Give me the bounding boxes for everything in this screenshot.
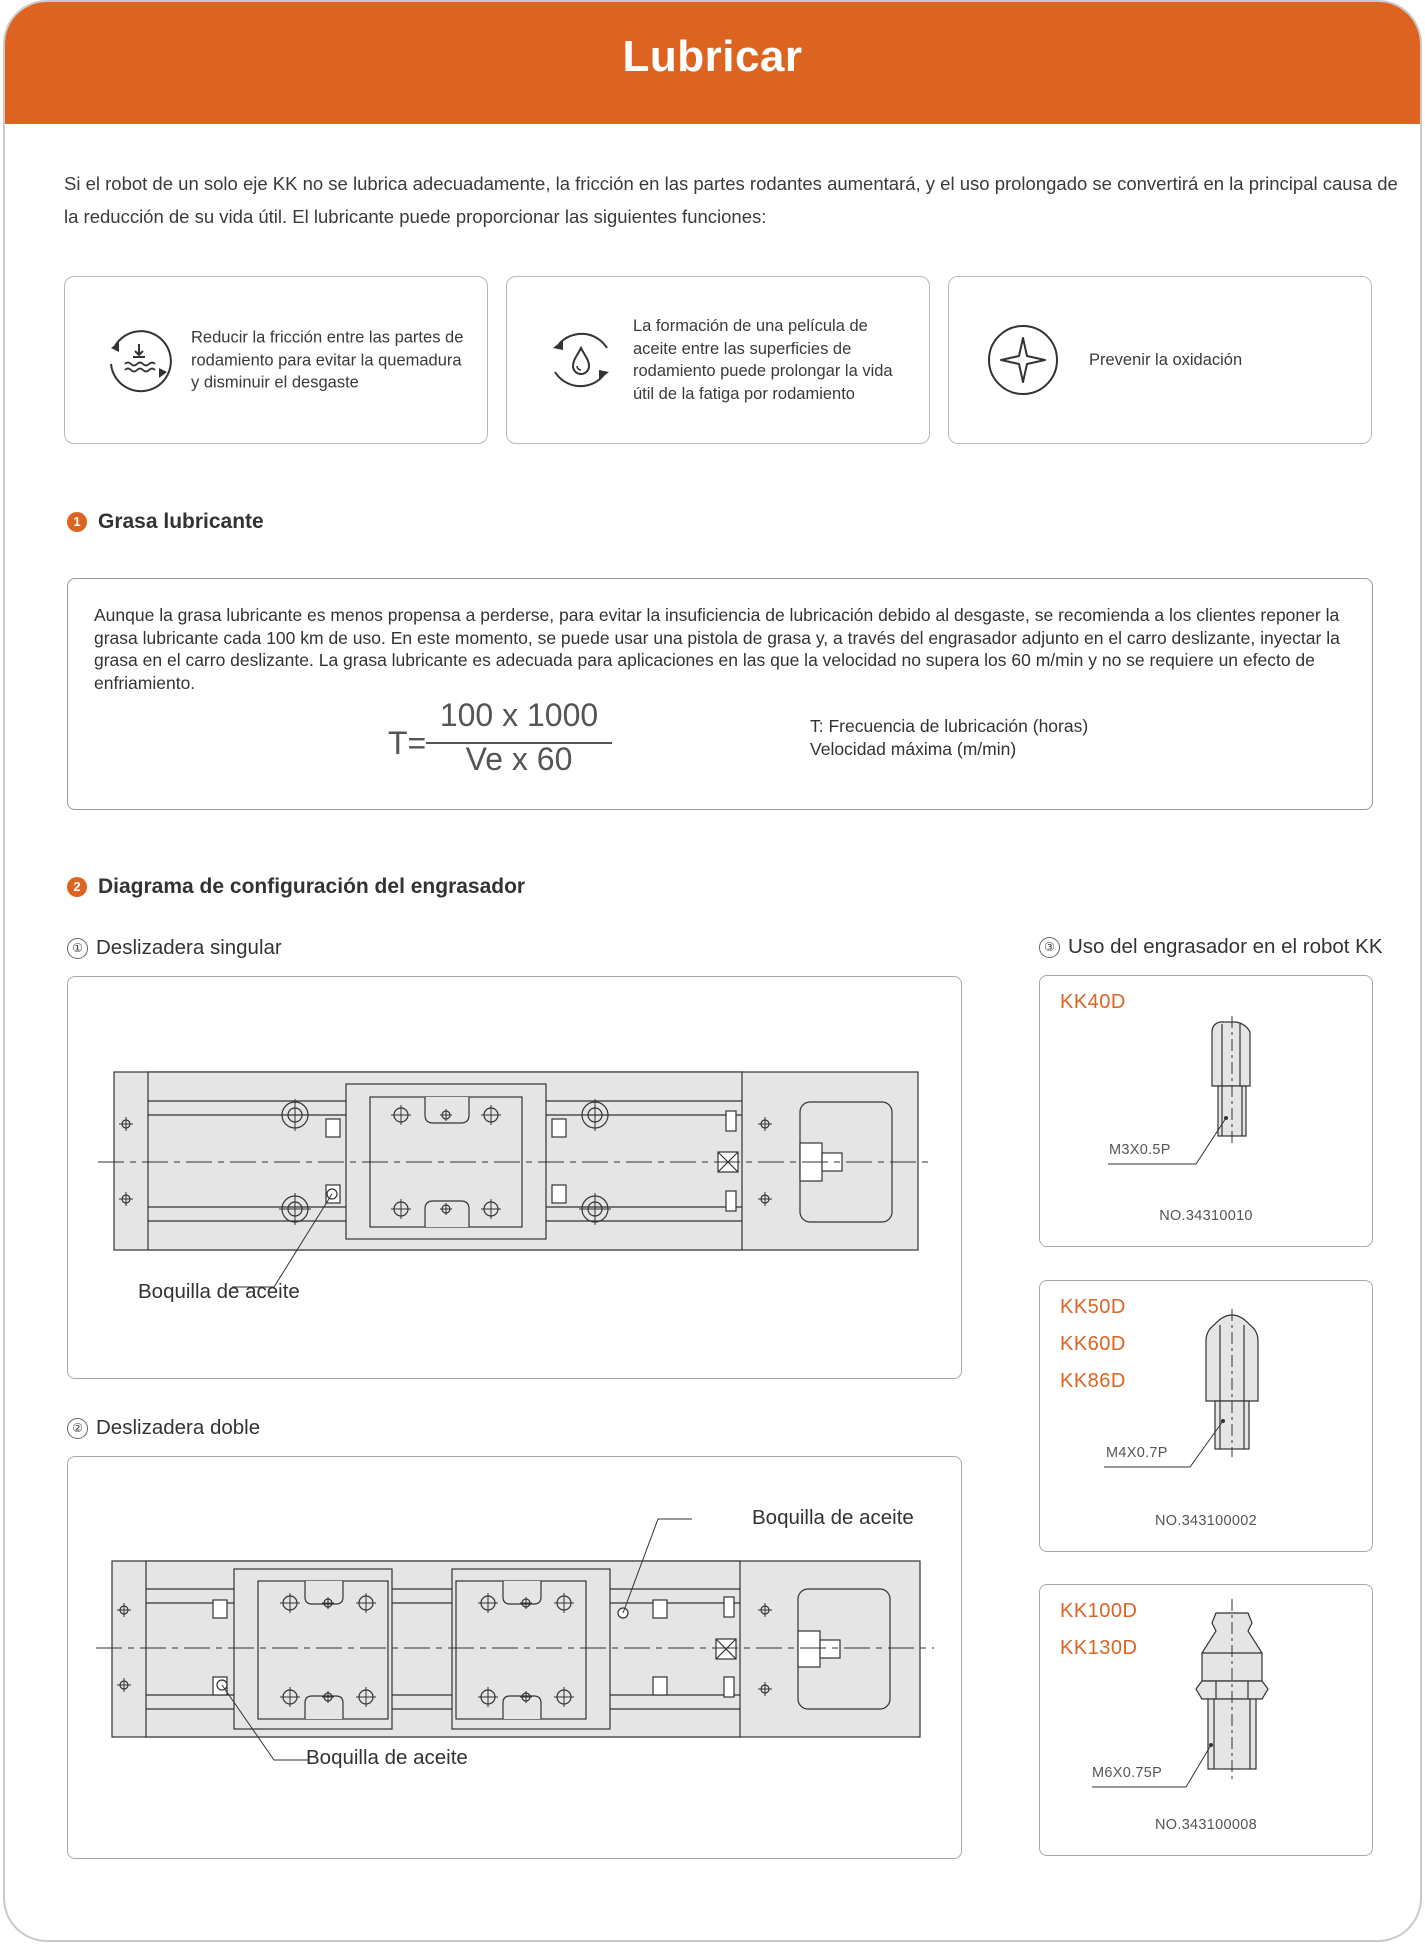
function-card-friction — [64, 276, 488, 444]
intro-paragraph: Si el robot de un solo eje KK no se lubrica adecuadamente, la fricción en las partes rodantes aumentará, y el uso prolongado se convertirá en la principal causa de la reducción de su vida útil. El lubricante puede proporcionar las siguientes funciones: — [64, 173, 1398, 227]
legend-line: T: Frecuencia de lubricación (horas) — [810, 716, 1089, 736]
formula-lhs: T= — [388, 725, 427, 761]
subsection-number: ② — [67, 1418, 88, 1439]
anti-oxidation-icon — [987, 324, 1059, 396]
friction-reduction-icon — [103, 324, 175, 396]
function-text: Prevenir la oxidación — [1089, 350, 1243, 369]
page-title: Lubricar — [622, 32, 803, 81]
nipple-card-kk50-86 — [1039, 1280, 1373, 1552]
double-slider-drawing-box — [67, 1456, 962, 1859]
function-card-oxidation — [948, 276, 1372, 444]
oil-nozzle-callout-bottom: Boquilla de aceite — [306, 1746, 468, 1769]
oil-nozzle-callout: Boquilla de aceite — [138, 1280, 300, 1303]
section-engrasador-title — [67, 875, 525, 899]
page-frame — [3, 0, 1422, 1942]
single-slider-drawing-box — [67, 976, 962, 1379]
thread-spec: M3X0.5P — [1109, 1142, 1171, 1158]
model-label: KK60D — [1060, 1333, 1126, 1355]
thread-spec: M6X0.75P — [1092, 1765, 1163, 1781]
part-number: NO.34310010 — [1159, 1208, 1253, 1224]
legend-line: Velocidad máxima (m/min) — [810, 738, 1017, 759]
model-label: KK50D — [1060, 1296, 1126, 1318]
model-label: KK130D — [1060, 1637, 1138, 1659]
function-text: Reducir la fricción entre las partes de rodamiento para evitar la quemadura y disminuir el desgaste — [191, 328, 464, 392]
model-label: KK86D — [1060, 1370, 1126, 1392]
subsection-single-title — [67, 936, 282, 960]
nipple-card-kk40 — [1039, 975, 1373, 1247]
section-title-text: Diagrama de configuración del engrasador — [98, 875, 526, 898]
formula-legend — [810, 715, 1088, 760]
model-label: KK100D — [1060, 1600, 1138, 1622]
grease-info-box — [67, 578, 1373, 810]
single-slider-drawing — [68, 977, 963, 1380]
oil-film-icon — [545, 324, 617, 396]
section-number-badge: 1 — [67, 512, 87, 532]
subsection-number: ③ — [1039, 937, 1060, 958]
formula-denominator: Ve x 60 — [465, 741, 573, 777]
header-bar — [5, 2, 1420, 124]
part-number: NO.343100008 — [1155, 1817, 1257, 1833]
subsection-title-text: Uso del engrasador en el robot KK — [1068, 935, 1383, 958]
subsection-double-title — [67, 1416, 260, 1440]
section-number-badge: 2 — [67, 877, 87, 897]
subsection-number: ① — [67, 938, 88, 959]
subsection-title-text: Deslizadera doble — [96, 1416, 261, 1439]
thread-spec: M4X0.7P — [1106, 1445, 1168, 1461]
subsection-title-text: Deslizadera singular — [96, 936, 282, 959]
model-label: KK40D — [1060, 991, 1126, 1013]
function-text: La formación de una película de aceite entre las superficies de rodamiento puede prolongar la vida útil de la fatiga por rodamiento — [633, 317, 893, 403]
function-card-oil-film — [506, 276, 930, 444]
section-grasa-title — [67, 510, 264, 534]
part-number: NO.343100002 — [1155, 1513, 1257, 1529]
section-title-text: Grasa lubricante — [98, 510, 264, 533]
oil-nozzle-callout-top: Boquilla de aceite — [752, 1506, 914, 1529]
formula-numerator: 100 x 1000 — [439, 697, 599, 733]
grease-paragraph: Aunque la grasa lubricante es menos propensa a perderse, para evitar la insuficiencia de lubricación debido al desgaste, se recomienda a los clientes reponer la grasa lubricante cada 100 km de uso. En este momento, se puede usar una pistola de grasa y, a través del engrasador adjunto en el carro deslizante, inyectar la grasa en el carro deslizante. La grasa lubricante es adecuada para aplicaciones en las que la velocidad no supera los 60 m/min y no se requiere un efecto de enfriamiento. — [94, 605, 1340, 693]
subsection-usage-title — [1039, 935, 1383, 959]
nipple-card-kk100-130 — [1039, 1584, 1373, 1856]
